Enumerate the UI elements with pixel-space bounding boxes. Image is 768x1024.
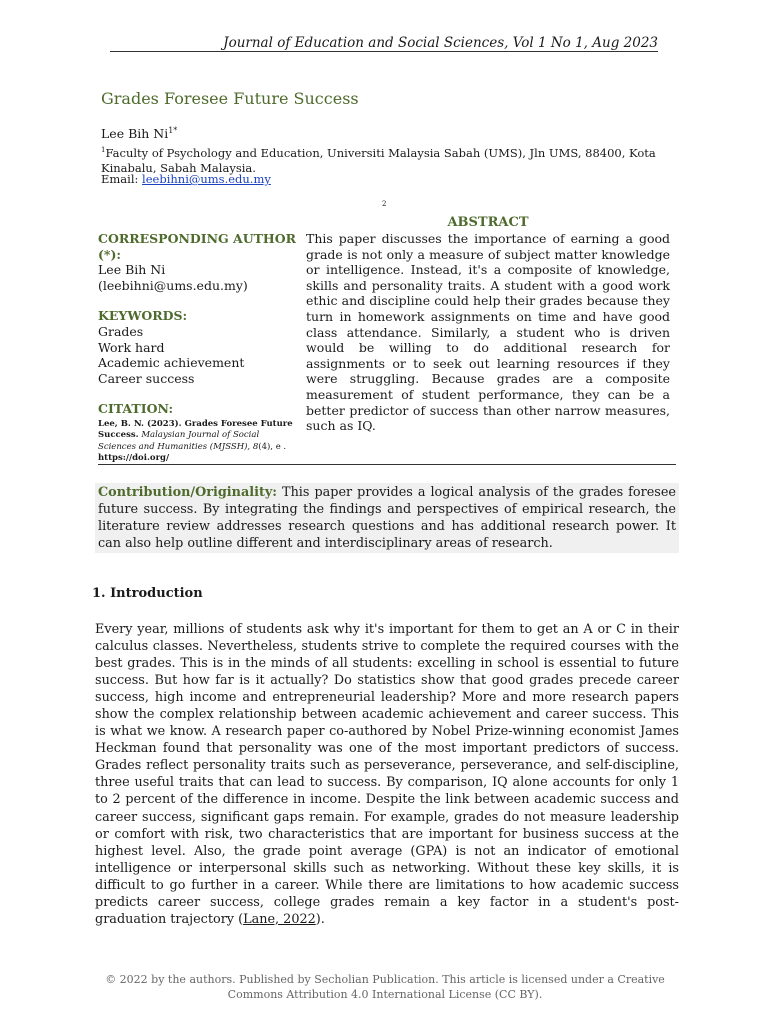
keyword-item: Work hard — [98, 339, 165, 355]
contribution-label: Contribution/Originality: — [98, 485, 278, 500]
author-superscript: 1* — [168, 126, 178, 135]
introduction-body — [95, 621, 679, 928]
citation-doi[interactable]: https://doi.org/ — [98, 453, 170, 464]
contribution-box — [95, 483, 679, 553]
introduction-heading: 1. Introduction — [92, 586, 203, 601]
author-line — [101, 126, 177, 141]
keyword-item: Grades — [98, 323, 144, 339]
affiliation — [101, 143, 673, 176]
keyword-item: Academic achievement — [98, 355, 245, 371]
header-divider — [110, 51, 658, 52]
contribution-text: This paper provides a logical analysis of the grades foresee future success. By integrating the findings and perspectives of empirical research, the literature review addresses research questions and has additional research power. It can also help outline different and interdisciplinary areas of research. — [98, 485, 676, 551]
sidebar-info — [98, 231, 298, 465]
marker-number: 2 — [382, 200, 387, 208]
section-divider — [98, 464, 676, 465]
citation-journal: Malaysian Journal of Social Sciences and Humanities (MJSSH), 8 — [98, 430, 260, 452]
corresponding-label: CORRESPONDING AUTHOR (*): — [98, 231, 297, 262]
journal-header: Journal of Education and Social Sciences, Vol 1 No 1, Aug 2023 — [223, 35, 658, 51]
abstract-body: This paper discusses the importance of earning a good grade is not only a measure of subject matter knowledge or intelligence. Instead, it's a composite of knowledge, skills and personality traits. A student with a good work ethic and discipline could help their grades because they turn in homework assignments on time and have good class attendance. Similarly, a student who is driven would be willing to do additional research for assignments or to seek out learning resources if they were struggling. Because grades are a composite measurement of student performance, they can be a better predictor of success than other narrow measures, such as IQ. — [306, 231, 670, 434]
author-name: Lee Bih Ni — [101, 126, 169, 142]
spacer — [98, 386, 298, 401]
corresponding-name: Lee Bih Ni — [98, 262, 166, 278]
introduction-text: Every year, millions of students ask why it's important for them to get an A or C in their calculus classes. Nevertheless, students strive to complete the required courses with the best grades. This is in the minds of all students: excelling in school is essential to future success. But how far is it actually? Do statistics show that good grades precede career success, high income and entrepreneurial leadership? More and more research papers show the complex relationship between academic achievement and career success. This is what we know. A research paper co-authored by Nobel Prize-winning economist James Heckman found that personality was one of the most important predictors of success. Grades reflect personality traits such as perseverance, perseverance, and self-discipline, three useful traits that can lead to success. By comparison, IQ alone accounts for only 1 to 2 percent of the difference in income. Despite the link between academic success and career success, significant gaps remain. For example, grades do not measure leadership or comfort with risk, two characteristics that are important for business success at the highest level. Also, the grade point average (GPA) is not an indicator of emotional intelligence or interpersonal skills such as networking. Without these key skills, it is difficult to go further in a career. While there are limitations to how academic success predicts career success, college grades remain a key factor in a student's post-graduation trajectory ( — [95, 622, 679, 927]
paper-title: Grades Foresee Future Success — [101, 89, 359, 108]
abstract-heading: ABSTRACT — [447, 215, 529, 230]
affiliation-text: Faculty of Psychology and Education, Universiti Malaysia Sabah (UMS), Jln UMS, 88400, Kota Kinabalu, Sabah Malaysia. — [101, 145, 656, 175]
citation-label: CITATION: — [98, 401, 174, 417]
keyword-item: Career success — [98, 370, 195, 386]
citation-text — [98, 419, 298, 465]
introduction-end: ). — [315, 911, 325, 927]
affiliation-superscript: 1 — [101, 146, 106, 154]
corresponding-email: (leebihni@ums.edu.my) — [98, 277, 248, 293]
email-label: Email: — [101, 172, 139, 186]
citation-issue: (4), e . — [258, 441, 287, 452]
spacer — [98, 293, 298, 308]
license-footer: © 2022 by the authors. Published by Secholian Publication. This article is licensed under a Creative Commons Attribution 4.0 International License (CC BY). — [105, 973, 665, 1001]
email-link[interactable]: leebihni@ums.edu.my — [142, 172, 271, 186]
email-line — [101, 172, 271, 186]
keywords-label: KEYWORDS: — [98, 308, 188, 324]
citation-bold: Lee, B. N. (2023). Grades Foresee Future Success. — [98, 418, 293, 441]
citation-link[interactable]: Lane, 2022 — [243, 911, 316, 927]
